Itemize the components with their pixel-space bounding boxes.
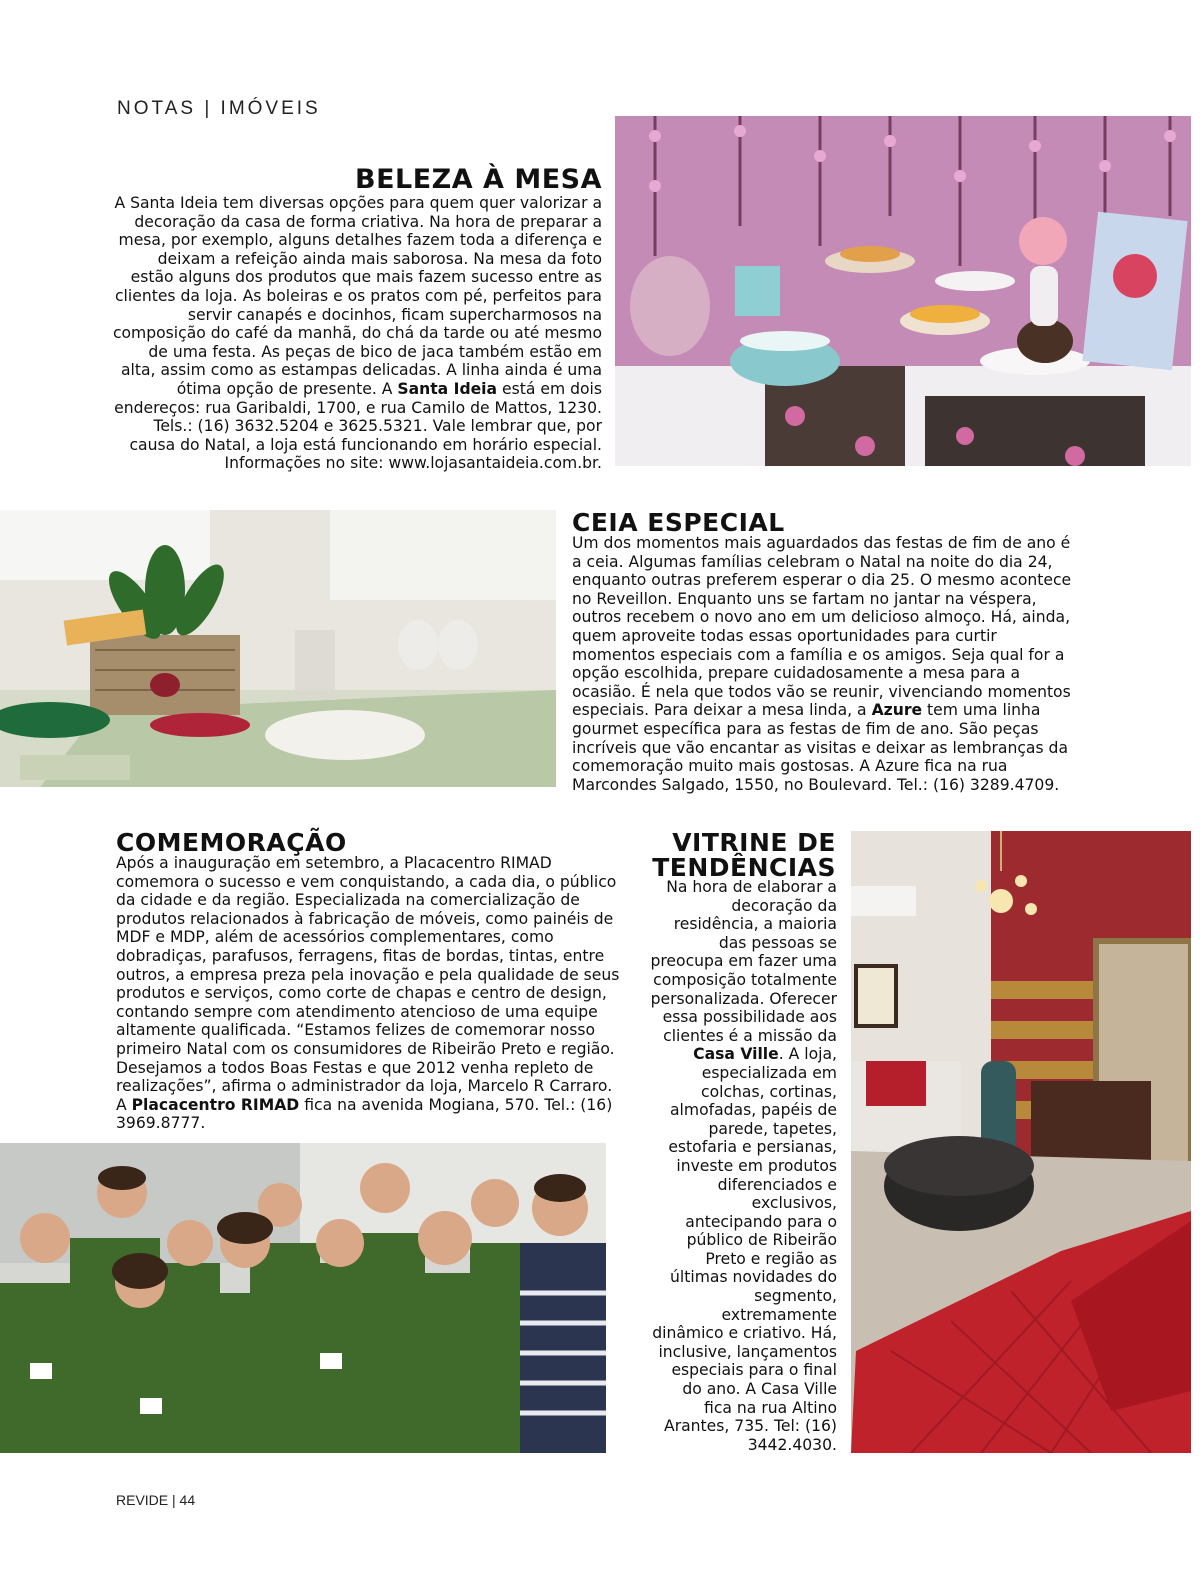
section-tag: NOTAS | IMÓVEIS bbox=[117, 98, 321, 119]
vitrine-title bbox=[640, 830, 836, 880]
ceia-body: Um dos momentos mais aguardados das festas de fim de ano é a ceia. Algumas famílias celebram o Natal na noite do dia 24, enquanto outras preferem esperar o dia 25. O mesmo acontece no Reveillon. Enquanto uns se fartam no jantar na véspera, outros recebem o novo ano em um delicioso almoço. Há, ainda, quem aproveite todas essas oportunidades para curtir momentos especiais com a família e os amigos. Seja qual for a opção escolhida, prepare cuidadosamente a mesa para a ocasião. É nela que todos vão se reunir, vivenciando momentos especiais. Para deixar a mesa linda, a Azure tem uma linha gourmet específica para as festas de fim de ano. São peças incríveis que vão encantar as visitas e deixar as lembranças da comemoração muito mais gostosas. A Azure fica na rua Marcondes Salgado, 1550, no Boulevard. Tel.: (16) 3289.4709. bbox=[572, 534, 1072, 794]
comemoracao-title: COMEMORAÇÃO bbox=[116, 828, 347, 857]
living-room-photo bbox=[851, 831, 1191, 1453]
beleza-body: A Santa Ideia tem diversas opções para quem quer valorizar a decoração da casa de forma criativa. Na hora de preparar a mesa, por exemplo, alguns detalhes fazem toda a diferença e deixam a refeição ainda mais saborosa. Na mesa da foto estão alguns dos produtos que mais fazem sucesso entre as clientes da loja. As boleiras e os pratos com pé, perfeitos para servir canapés e docinhos, ficam supercharmosos na composição do café da manhã, do chá da tarde ou até mesmo de uma festa. As peças de bico de jaca também estão em alta, assim como as estampas delicadas. A linha ainda é uma ótima opção de presente. A Santa Ideia está em dois endereços: rua Garibaldi, 1700, e rua Camilo de Mattos, 1230. Tels.: (16) 3632.5204 e 3625.5321. Vale lembrar que, por causa do Natal, a loja está funcionando em horário especial. Informações no site: www.lojasantaideia.com.br. bbox=[112, 194, 602, 473]
ceia-brand: Azure bbox=[871, 701, 923, 720]
vitrine-title-line-2: TENDÊNCIAS bbox=[652, 853, 836, 882]
ceia-title: CEIA ESPECIAL bbox=[572, 508, 785, 537]
magazine-name: REVIDE bbox=[116, 1492, 169, 1508]
tea-table-photo bbox=[615, 116, 1191, 466]
beleza-title: BELEZA À MESA bbox=[355, 164, 602, 195]
comemoracao-body: Após a inauguração em setembro, a Placacentro RIMAD comemora o sucesso e vem conquistando, a cada dia, o público da cidade e da região. Especializada na comercialização de produtos relacionados à fabricação de móveis, como painéis de MDF e MDP, além de acessórios complementares, como dobradiças, parafusos, ferragens, fitas de bordas, tintas, entre outros, a empresa preza pela inovação e pela qualidade de seus produtos e serviços, como corte de chapas e centro de design, contando sempre com atendimento atencioso de uma equipe altamente qualificada. “Estamos felizes de comemorar nosso primeiro Natal com os consumidores de Ribeirão Preto e região. Desejamos a todos Boas Festas e que 2012 venha repleto de realizações”, afirma o administrador da loja, Marcelo R Carraro. A Placacentro RIMAD fica na avenida Mogiana, 570. Tel.: (16) 3969.8777. bbox=[116, 854, 620, 1133]
footer-separator: | bbox=[172, 1492, 176, 1508]
page-footer bbox=[116, 1492, 195, 1508]
page-number: 44 bbox=[179, 1492, 196, 1508]
dinner-table-photo bbox=[0, 510, 556, 787]
comemoracao-brand: Placacentro RIMAD bbox=[131, 1095, 300, 1114]
vitrine-body: Na hora de elaborar a decoração da residência, a maioria das pessoas se preocupa em fazer uma composição totalmente personalizada. Oferecer essa possibilidade aos clientes é a missão da Casa Ville. A loja, especializada em colchas, cortinas, almofadas, papéis de parede, tapetes, estofaria e persianas, investe em produtos diferenciados e exclusivos, antecipando para o público de Ribeirão Preto e região as últimas novidades do segmento, extremamente dinâmico e criativo. Há, inclusive, lançamentos especiais para o final do ano. A Casa Ville fica na rua Altino Arantes, 735. Tel: (16) 3442.4030. bbox=[650, 878, 837, 1454]
vitrine-title-line-1: VITRINE DE bbox=[672, 828, 836, 857]
beleza-brand: Santa Ideia bbox=[397, 379, 498, 398]
team-photo bbox=[0, 1143, 606, 1453]
vitrine-brand: Casa Ville bbox=[693, 1045, 779, 1064]
